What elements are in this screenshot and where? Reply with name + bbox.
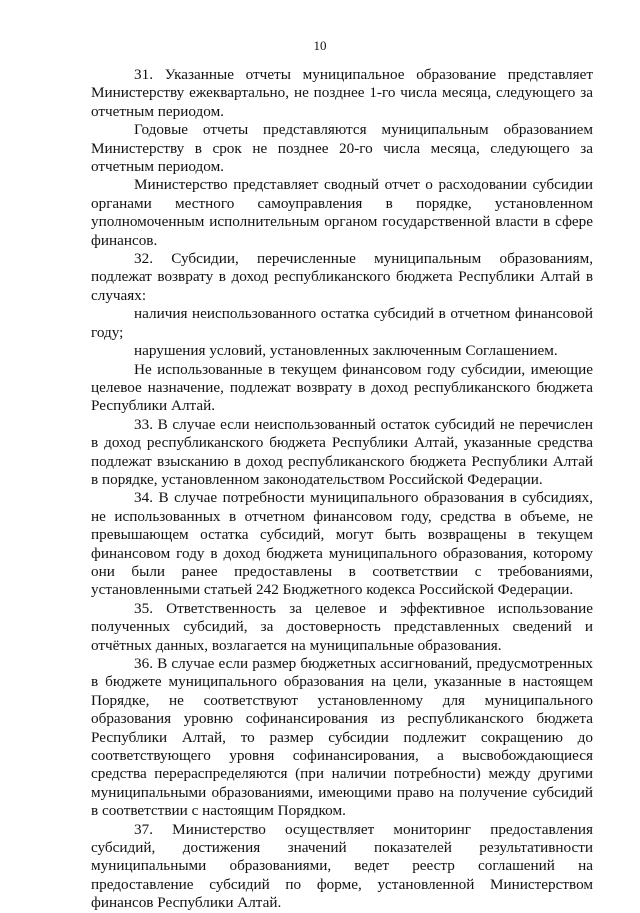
page-number: 10 bbox=[313, 38, 327, 53]
paragraph-summary-report: Министерство представляет сводный отчет о расходовании субсидии органами местного самоуправления в порядке, установленном уполномоченным исполнительным органом государственной власти в сфере финансов. bbox=[91, 176, 593, 249]
paragraph-33: 33. В случае если неиспользованный остаток субсидий не перечислен в доход республиканского бюджета Республики Алтай, указанные средства подлежат взысканию в доход республиканского бюджета Республики Алтай в порядке, установленном законодательством Российской Федерации. bbox=[91, 415, 593, 488]
paragraph-annual-reports: Годовые отчеты представляются муниципальным образованием Министерству в срок не позднее 20-го числа месяца, следующего за отчетным периодом. bbox=[91, 121, 593, 176]
document-body bbox=[91, 66, 593, 913]
paragraph-34: 34. В случае потребности муниципального образования в субсидиях, не использованных в отчетном финансовом году, средства в объеме, не превышающем остатка субсидий, могут быть возвращены в текущем финансовом году в доход бюджета муниципального образования, которому они были ранее предоставлены в соответствии с требованиями, установленными статьей 242 Бюджетного кодекса Российской Федерации. bbox=[91, 489, 593, 599]
paragraph-35: 35. Ответственность за целевое и эффективное использование полученных субсидий, за достоверность представленных сведений и отчётных данных, возлагается на муниципальные образования. bbox=[91, 599, 593, 654]
paragraph-unused-balance: наличия неиспользованного остатка субсидий в отчетном финансовой году; bbox=[91, 305, 593, 341]
paragraph-32: 32. Субсидии, перечисленные муниципальным образованиям, подлежат возврату в доход республиканского бюджета Республики Алтай в случаях: bbox=[91, 250, 593, 304]
paragraph-violation: нарушения условий, установленных заключенным Соглашением. bbox=[134, 342, 558, 360]
paragraph-31: 31. Указанные отчеты муниципальное образование представляет Министерству ежеквартально, не позднее 1-го числа месяца, следующего за отчетным периодом. bbox=[91, 66, 593, 120]
paragraph-37: 37. Министерство осуществляет мониторинг предоставления субсидий, достижения значений показателей результативности муниципальными образованиями, ведет реестр соглашений на предоставление субсидий по форме, установленной Министерством финансов Республики Алтай. bbox=[91, 820, 593, 912]
paragraph-36: 36. В случае если размер бюджетных ассигнований, предусмотренных в бюджете муниципального образования на цели, указанные в настоящем Порядке, не соответствуют установленному для муниципального образования уровню софинансирования из республиканского бюджета Республики Алтай, то размер субсидии подлежит сокращению до соответствующего уровня софинансирования, а высвобождающиеся средства перераспределяются (при наличии потребности) между другими муниципальными образованиями, имеющими право на получение субсидий в соответствии с настоящим Порядком. bbox=[91, 655, 593, 820]
paragraph-unused-subsidies: Не использованные в текущем финансовом году субсидии, имеющие целевое назначение, подлежат возврату в доход республиканского бюджета Республики Алтай. bbox=[91, 360, 593, 415]
